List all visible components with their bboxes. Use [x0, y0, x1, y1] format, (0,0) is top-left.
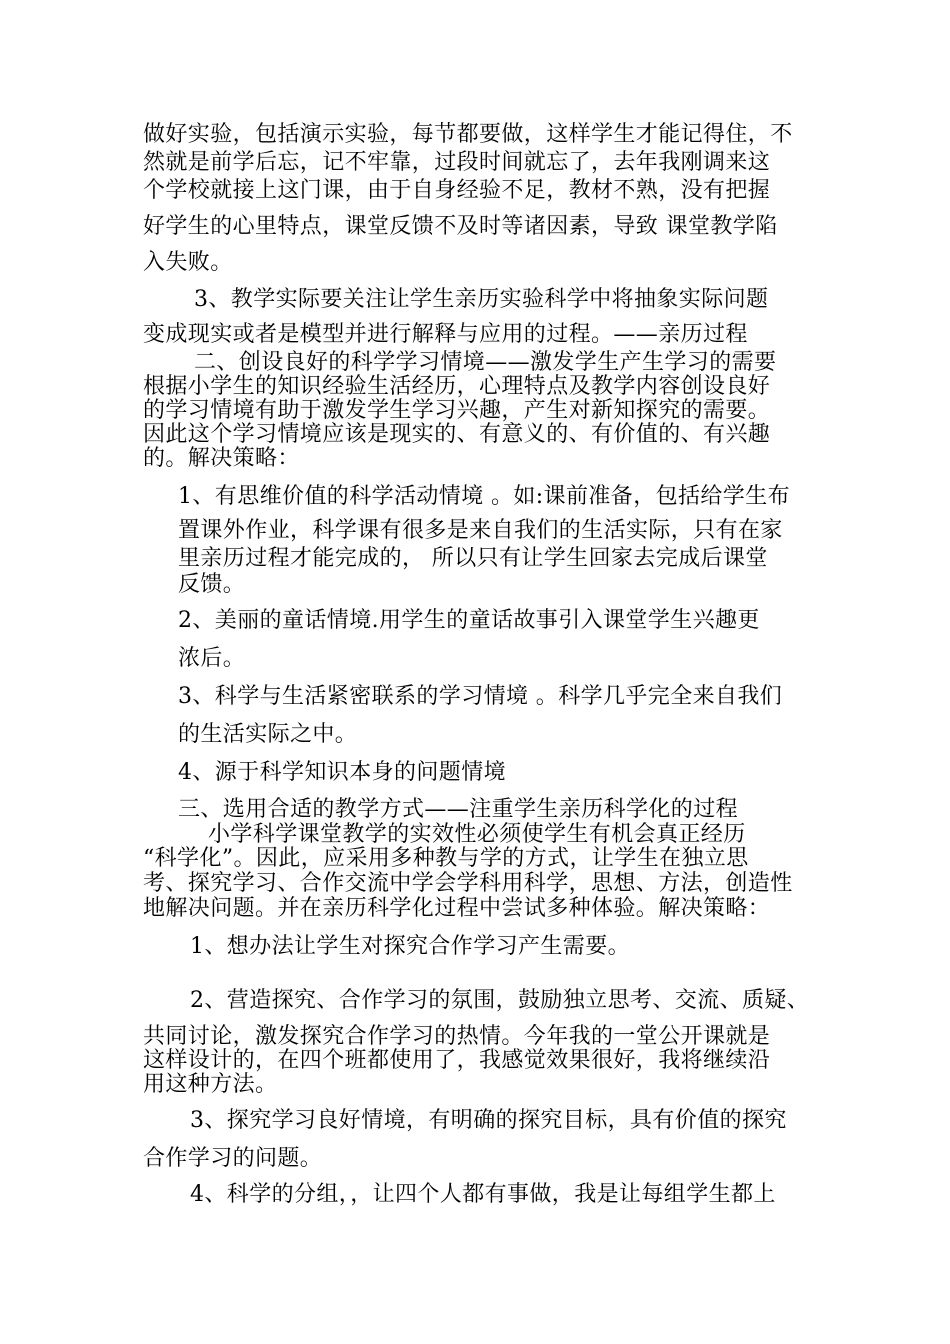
text-line: 做好实验，包括演示实验，每节都要做，这样学生才能记得住，不	[143, 122, 793, 147]
list-item: 2、美丽的童话情境.用学生的童话故事引入课堂学生兴趣更	[178, 608, 760, 633]
text-line: 浓后。	[178, 646, 246, 671]
text-line: 的生活实际之中。	[178, 722, 358, 747]
list-item: 3、科学与生活紧密联系的学习情境 。科学几乎完全来自我们	[178, 684, 783, 709]
text-line: 变成现实或者是模型并进行解释与应用的过程。——亲历过程	[143, 322, 748, 347]
text-line: 地解决问题。并在亲历科学化过程中尝试多种体验。解决策略：	[143, 896, 771, 921]
text-line: 的学习情境有助于激发学生学习兴趣，产生对新知探究的需要。	[143, 398, 771, 423]
text-line: 因此这个学习情境应该是现实的、有意义的、有价值的、有兴趣	[143, 422, 771, 447]
text-line: 里亲历过程才能完成的， 所以只有让学生回家去完成后课堂	[178, 546, 768, 571]
text-line: 置课外作业，科学课有很多是来自我们的生活实际，只有在家	[178, 518, 783, 543]
list-item: 1、有思维价值的科学活动情境 。如:课前准备，包括给学生布	[178, 484, 791, 509]
text-line: 共同讨论，激发探究合作学习的热情。今年我的一堂公开课就是	[143, 1024, 771, 1049]
text-line: 考、探究学习、合作交流中学会学科用科学，思想、方法，创造性	[143, 871, 793, 896]
text-line: 3、教学实际要关注让学生亲历实验科学中将抽象实际问题	[194, 287, 769, 312]
text-line: 合作学习的问题。	[143, 1146, 323, 1171]
list-item: 1、想办法让学生对探究合作学习产生需要。	[190, 934, 630, 959]
text-line: 然就是前学后忘，记不牢靠，过段时间就忘了，去年我刚调来这	[143, 150, 771, 175]
text-line: 根据小学生的知识经验生活经历，心理特点及教学内容创设良好	[143, 374, 771, 399]
text-line: 反馈。	[178, 572, 246, 597]
list-item: 4、科学的分组，，让四个人都有事做，我是让每组学生都上	[190, 1182, 776, 1207]
section-heading: 二、创设良好的科学学习情境——激发学生产生学习的需要	[194, 350, 777, 375]
text-line: 小学科学课堂教学的实效性必须使学生有机会真正经历	[208, 822, 746, 847]
list-item: 4、源于科学知识本身的问题情境	[178, 760, 506, 785]
text-line: “科学化”。因此，应采用多种教与学的方式，让学生在独立思	[143, 846, 749, 871]
list-item: 2、营造探究、合作学习的氛围，鼓励独立思考、交流、质疑、	[190, 988, 810, 1013]
text-line: 用这种方法。	[143, 1072, 278, 1097]
text-line: 入失败。	[143, 250, 233, 275]
section-heading: 三、选用合适的教学方式——注重学生亲历科学化的过程	[178, 797, 739, 822]
list-item: 3、探究学习良好情境，有明确的探究目标，具有价值的探究	[190, 1108, 787, 1133]
text-line: 的。解决策略：	[143, 446, 300, 471]
text-line: 好学生的心里特点，课堂反馈不及时等诸因素，导致 课堂教学陷	[143, 214, 778, 239]
text-line: 个学校就接上这门课，由于自身经验不足，教材不熟，没有把握	[143, 178, 771, 203]
text-line: 这样设计的，在四个班都使用了，我感觉效果很好，我将继续沿	[143, 1048, 771, 1073]
